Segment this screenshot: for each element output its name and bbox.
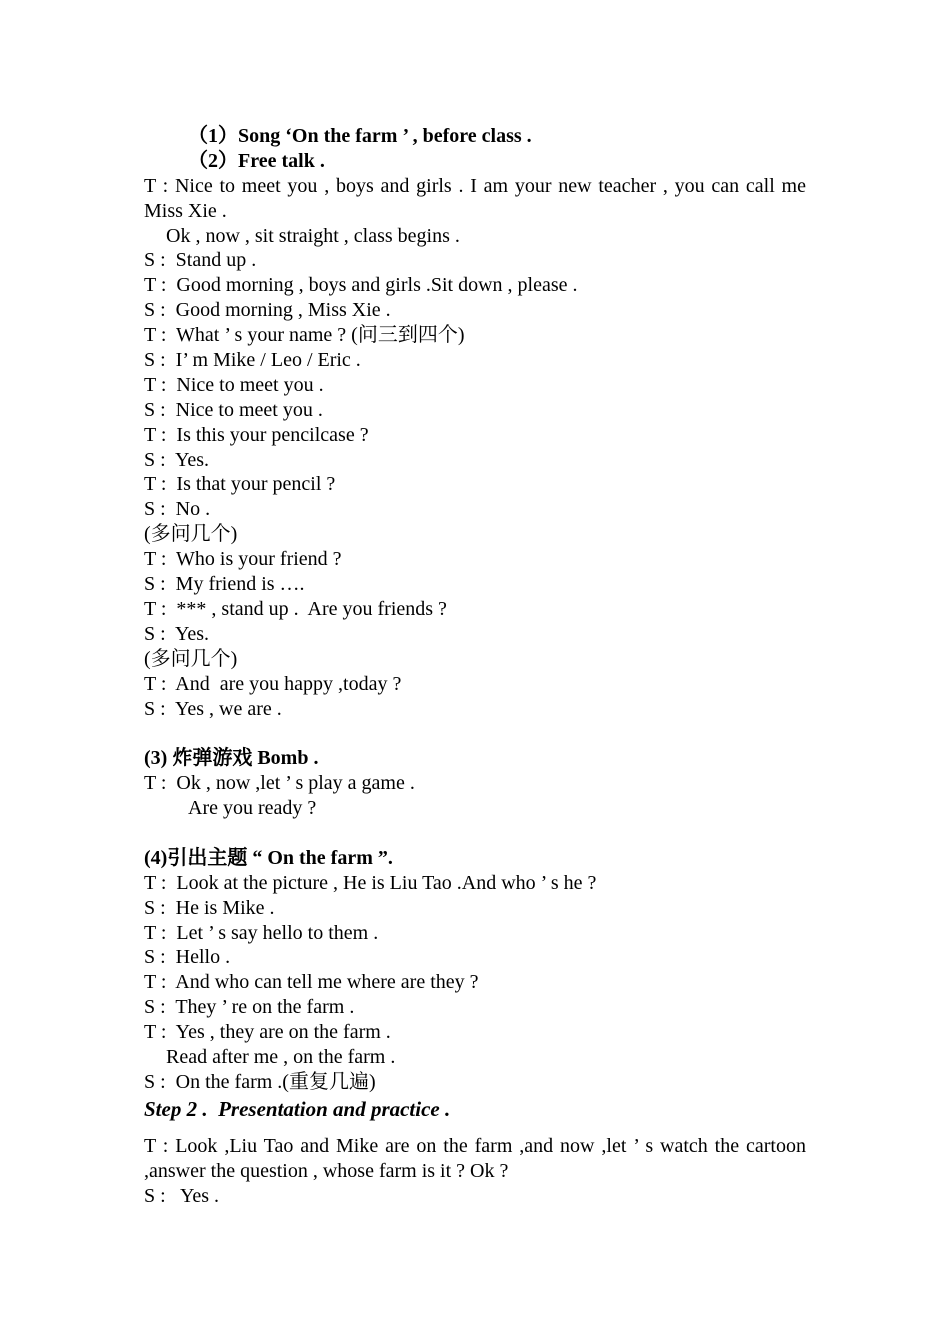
dialogue-line: S : They ’ re on the farm . — [144, 996, 355, 1019]
heading-free-talk: （2）Free talk . — [188, 149, 325, 172]
dialogue-line: T : Look at the picture , He is Liu Tao .And who ’ s he ? — [144, 871, 597, 894]
dialogue-line: S : Nice to meet you . — [144, 398, 323, 421]
heading-bomb-game: (3) 炸弹游戏 Bomb . — [144, 747, 319, 770]
dialogue-line: S : Yes. — [144, 622, 210, 645]
heading-topic: (4)引出主题 “ On the farm ”. — [144, 846, 393, 869]
dialogue-line: T : Nice to meet you , boys and girls . I am your new teacher , you can call me Miss Xie . — [144, 174, 806, 222]
dialogue-line: S : Yes . — [144, 1184, 220, 1207]
spacer — [144, 821, 806, 846]
lesson-content — [144, 124, 806, 1208]
dialogue-line: S : On the farm .(重复几遍) — [144, 1070, 376, 1093]
dialogue-line: T : *** , stand up . Are you friends ? — [144, 597, 447, 620]
dialogue-line: T : Who is your friend ? — [144, 548, 342, 571]
dialogue-line: S : Yes , we are . — [144, 697, 282, 720]
dialogue-line: Ok , now , sit straight , class begins . — [166, 224, 460, 247]
dialogue-line: T : Is this your pencilcase ? — [144, 423, 369, 446]
dialogue-line: T : Nice to meet you . — [144, 373, 324, 396]
dialogue-line: T : And who can tell me where are they ? — [144, 971, 479, 994]
spacer — [144, 721, 806, 746]
dialogue-line: T : Ok , now ,let ’ s play a game . — [144, 772, 415, 795]
dialogue-line: T : Is that your pencil ? — [144, 473, 336, 496]
note-line: (多问几个) — [144, 647, 238, 670]
dialogue-line: S : Stand up . — [144, 249, 257, 272]
dialogue-line: T : Yes , they are on the farm . — [144, 1021, 391, 1044]
dialogue-line: T : And are you happy ,today ? — [144, 672, 402, 695]
dialogue-line: T : What ’ s your name ? (问三到四个) — [144, 324, 465, 347]
dialogue-line: T : Look ,Liu Tao and Mike are on the farm ,and now ,let ’ s watch the cartoon ,answer the question , whose farm is it ? Ok ? — [144, 1134, 806, 1182]
dialogue-line: S : No . — [144, 498, 211, 521]
note-line: (多问几个) — [144, 523, 238, 546]
dialogue-line: S : Yes. — [144, 448, 210, 471]
heading-song: （1）Song ‘On the farm ’ , before class . — [188, 125, 532, 147]
dialogue-line: S : He is Mike . — [144, 896, 275, 919]
dialogue-line: Read after me , on the farm . — [166, 1045, 396, 1068]
dialogue-line: T : Good morning , boys and girls .Sit down , please . — [144, 274, 578, 297]
dialogue-line: T : Let ’ s say hello to them . — [144, 921, 379, 944]
dialogue-line: S : My friend is …. — [144, 573, 305, 596]
step-2-heading: Step 2 . Presentation and practice . — [144, 1096, 451, 1121]
dialogue-line: Are you ready ? — [188, 797, 317, 820]
dialogue-line: S : I’ m Mike / Leo / Eric . — [144, 349, 361, 372]
dialogue-line: S : Hello . — [144, 946, 231, 969]
dialogue-line: S : Good morning , Miss Xie . — [144, 299, 391, 322]
